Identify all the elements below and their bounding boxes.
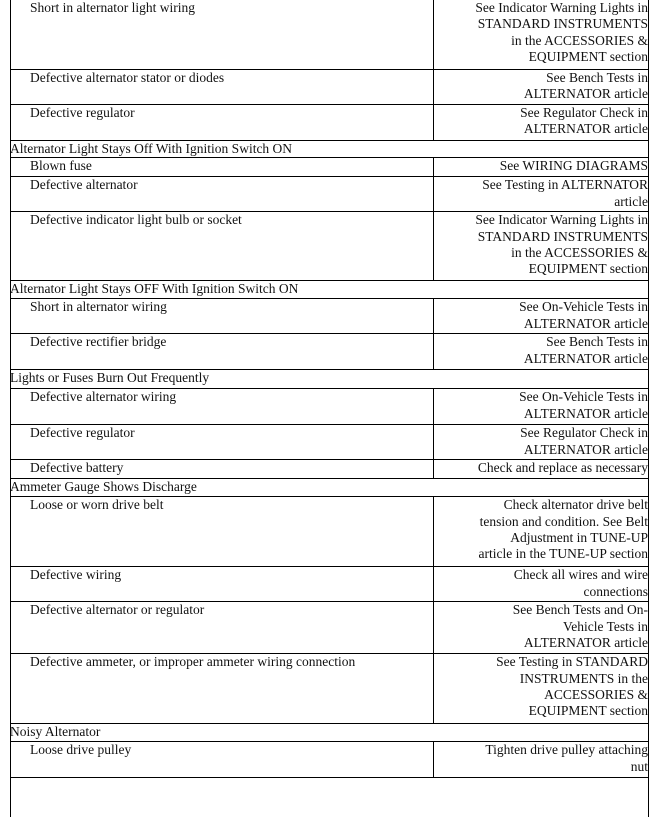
action-text-line: See Regulator Check in bbox=[520, 425, 648, 441]
action-text-line: Check all wires and wire bbox=[513, 567, 648, 583]
action-text-line: ALTERNATOR article bbox=[523, 121, 648, 137]
action-text-line: See On-Vehicle Tests in bbox=[519, 389, 648, 405]
action-text-line: article in the TUNE-UP section bbox=[478, 546, 648, 562]
section-heading-row bbox=[10, 370, 648, 389]
action-text-line: INSTRUMENTS in the bbox=[519, 670, 648, 686]
table-row bbox=[10, 0, 648, 70]
table-row bbox=[10, 602, 648, 654]
section-heading: Noisy Alternator bbox=[10, 724, 648, 742]
cause-text: Loose drive pulley bbox=[30, 742, 132, 758]
cause-cell bbox=[10, 70, 433, 105]
action-text-line: See Bench Tests in bbox=[546, 70, 648, 85]
action-cell bbox=[433, 389, 648, 425]
action-cell bbox=[433, 654, 648, 724]
cause-cell bbox=[10, 0, 433, 70]
cause-cell bbox=[10, 602, 433, 654]
action-text-line: ACCESSORIES & bbox=[544, 686, 648, 702]
cause-text: Defective battery bbox=[30, 460, 124, 476]
action-text-line: in the ACCESSORIES & bbox=[511, 32, 648, 48]
action-text-line: STANDARD INSTRUMENTS bbox=[477, 16, 648, 32]
action-text-line: See Indicator Warning Lights in bbox=[475, 212, 648, 228]
table-row bbox=[10, 334, 648, 370]
cause-cell bbox=[10, 177, 433, 212]
action-text-line: ALTERNATOR article bbox=[523, 634, 648, 650]
action-text-line: ALTERNATOR article bbox=[523, 441, 648, 457]
section-heading: Alternator Light Stays Off With Ignition Switch ON bbox=[10, 141, 648, 158]
action-text-line: See On-Vehicle Tests in bbox=[519, 299, 648, 315]
cause-text: Defective alternator or regulator bbox=[30, 602, 205, 618]
action-cell bbox=[433, 0, 648, 70]
table-row bbox=[10, 425, 648, 460]
action-text-line: ALTERNATOR article bbox=[523, 405, 648, 421]
table-row bbox=[10, 299, 648, 334]
action-text-line: ALTERNATOR article bbox=[523, 350, 648, 366]
cause-cell bbox=[10, 389, 433, 425]
table-row bbox=[10, 389, 648, 425]
table-row bbox=[10, 212, 648, 281]
cause-text: Defective ammeter, or improper ammeter wiring connection bbox=[30, 654, 356, 670]
cause-text: Defective rectifier bridge bbox=[30, 334, 167, 350]
action-text-line: See Testing in ALTERNATOR bbox=[482, 177, 648, 193]
action-text-line: EQUIPMENT section bbox=[528, 703, 648, 719]
cause-cell bbox=[10, 105, 433, 141]
cause-text: Defective alternator bbox=[30, 177, 138, 193]
cause-cell bbox=[10, 567, 433, 602]
action-cell bbox=[433, 602, 648, 654]
cause-cell bbox=[10, 212, 433, 281]
action-cell bbox=[433, 334, 648, 370]
section-heading: Ammeter Gauge Shows Discharge bbox=[10, 479, 648, 497]
cause-text: Defective alternator wiring bbox=[30, 389, 177, 405]
action-text-line: tension and condition. See Belt bbox=[479, 513, 648, 529]
action-cell bbox=[433, 742, 648, 778]
section-heading-row bbox=[10, 724, 648, 742]
action-text-line: connections bbox=[583, 583, 648, 599]
section-heading-row bbox=[10, 141, 648, 158]
action-text-line: nut bbox=[630, 758, 648, 774]
action-cell bbox=[433, 425, 648, 460]
action-text-line: Vehicle Tests in bbox=[562, 618, 648, 634]
cause-text: Defective wiring bbox=[30, 567, 122, 583]
action-text-line: Adjustment in TUNE-UP bbox=[510, 529, 648, 545]
action-text-line: EQUIPMENT section bbox=[528, 261, 648, 277]
cause-cell bbox=[10, 497, 433, 567]
table-row bbox=[10, 567, 648, 602]
action-cell bbox=[433, 70, 648, 105]
cause-cell bbox=[10, 460, 433, 479]
action-text-line: article bbox=[614, 193, 648, 209]
action-text-line: EQUIPMENT section bbox=[528, 48, 648, 64]
action-text-line: See Regulator Check in bbox=[520, 105, 648, 120]
cause-cell bbox=[10, 334, 433, 370]
table-row bbox=[10, 105, 648, 141]
section-heading-row bbox=[10, 281, 648, 299]
table-row bbox=[10, 177, 648, 212]
action-text-line: See Testing in STANDARD bbox=[496, 654, 648, 670]
cause-cell bbox=[10, 299, 433, 334]
action-cell bbox=[433, 212, 648, 281]
cause-text: Defective indicator light bulb or socket bbox=[30, 212, 242, 228]
cause-text: Defective regulator bbox=[30, 105, 135, 120]
section-heading: Lights or Fuses Burn Out Frequently bbox=[10, 370, 648, 389]
table-row bbox=[10, 70, 648, 105]
action-text-line: Tighten drive pulley attaching bbox=[485, 742, 648, 758]
table-row bbox=[10, 158, 648, 177]
action-text-line: Check and replace as necessary bbox=[477, 460, 648, 476]
action-cell bbox=[433, 177, 648, 212]
section-heading-row bbox=[10, 479, 648, 497]
action-text-line: See Indicator Warning Lights in bbox=[475, 0, 648, 15]
section-heading: Alternator Light Stays OFF With Ignition Switch ON bbox=[10, 281, 648, 299]
cause-text: Short in alternator light wiring bbox=[30, 0, 195, 15]
action-text-line: STANDARD INSTRUMENTS bbox=[477, 228, 648, 244]
action-cell bbox=[433, 299, 648, 334]
right-border bbox=[648, 0, 649, 817]
action-cell bbox=[433, 105, 648, 141]
cause-text: Short in alternator wiring bbox=[30, 299, 167, 315]
action-cell bbox=[433, 158, 648, 177]
action-text-line: See WIRING DIAGRAMS bbox=[499, 158, 648, 174]
cause-text: Blown fuse bbox=[30, 158, 92, 174]
action-text-line: Check alternator drive belt bbox=[503, 497, 648, 513]
table-row bbox=[10, 460, 648, 479]
troubleshooting-table bbox=[10, 0, 648, 778]
action-text-line: ALTERNATOR article bbox=[523, 86, 648, 102]
table-row bbox=[10, 742, 648, 778]
table-row bbox=[10, 497, 648, 567]
cause-cell bbox=[10, 425, 433, 460]
cause-text: Defective alternator stator or diodes bbox=[30, 70, 225, 85]
cause-text: Defective regulator bbox=[30, 425, 135, 441]
action-text-line: in the ACCESSORIES & bbox=[511, 244, 648, 260]
action-cell bbox=[433, 497, 648, 567]
table-row bbox=[10, 654, 648, 724]
action-cell bbox=[433, 567, 648, 602]
cause-cell bbox=[10, 742, 433, 778]
cause-cell bbox=[10, 158, 433, 177]
action-text-line: ALTERNATOR article bbox=[523, 315, 648, 331]
action-cell bbox=[433, 460, 648, 479]
action-text-line: See Bench Tests in bbox=[546, 334, 648, 350]
cause-cell bbox=[10, 654, 433, 724]
action-text-line: See Bench Tests and On- bbox=[512, 602, 648, 618]
cause-text: Loose or worn drive belt bbox=[30, 497, 164, 513]
